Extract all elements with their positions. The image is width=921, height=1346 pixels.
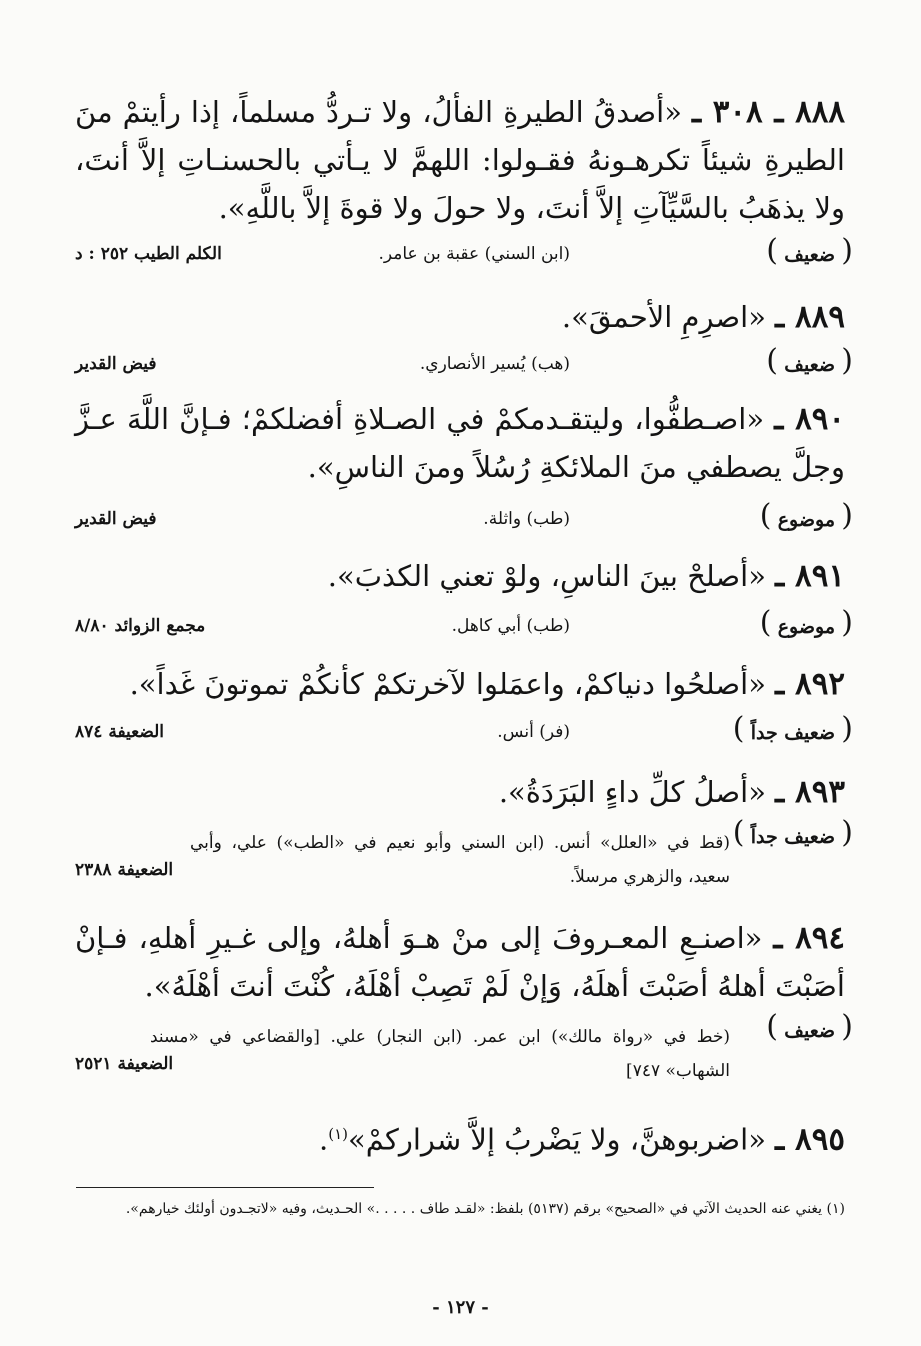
reference-text: الضعيفة ٢٣٨٨ — [75, 860, 174, 880]
hadith-entry — [75, 768, 845, 816]
hadith-number: ٨٨٨ ـ ٣٠٨ ـ — [692, 94, 846, 130]
hadith-number: ٨٩٤ ـ — [773, 920, 846, 956]
source-text: (هب) يُسير الأنصاري. — [419, 354, 570, 374]
hadith-entry — [75, 1110, 845, 1164]
source-text: (طب) أبي كاهل. — [451, 616, 570, 636]
hadith-text: «اصنـعِ المعـروفَ إلى منْ هـوَ أهلهُ، وإلى غـيرِ أهلهِ، فـإنْ أصَبْتَ أهلهُ أصَبْتَ أهلَهُ، وَإنْ لَمْ تَصِبْ أهْلَهُ، كُنْتَ أنتَ أهْلَهُ». — [75, 921, 845, 1003]
source-text: (ابن السني) عقبة بن عامر. — [378, 244, 570, 264]
hadith-text: «أصلحْ بينَ الناسِ، ولوْ تعني الكذبَ». — [327, 559, 766, 593]
source-text: (فر) أنس. — [497, 722, 570, 742]
grade-label: ( ضعيف ) — [774, 240, 845, 270]
hadith-entry — [75, 88, 845, 232]
reference-text: الضعيفة ٢٥٢١ — [75, 1054, 174, 1074]
grade-label: ( ضعيف ) — [774, 1016, 845, 1046]
source-text: (طب) واثلة. — [483, 509, 570, 529]
grade-row — [75, 350, 845, 384]
hadith-text: «اضربوهنَّ، ولا يَضْربُ إلاَّ شراركمْ» — [348, 1122, 766, 1157]
grade-row — [75, 240, 845, 274]
hadith-text: «اصـطفُّوا، وليتقـدمكمْ في الصـلاةِ أفضلكمْ؛ فـإنَّ اللَّهَ عـزَّ وجلَّ يصطفي منَ الملائكةِ رُسُلاً ومنَ الناسِ». — [75, 402, 845, 484]
footnote-mark: (١) — [328, 1125, 348, 1143]
footnote-divider — [76, 1187, 374, 1188]
grade-label: ( ضعيف جداً ) — [741, 822, 845, 852]
footnote-text: (١) يغني عنه الحديث الآتي في «الصحيح» برقم (٥١٣٧) بلفظ: «لقـد طاف . . . . .» الحـديث، وفيه «لاتجـدون أولئك خيارهم». — [125, 1201, 845, 1217]
hadith-entry — [75, 660, 845, 708]
grade-row — [75, 1016, 845, 1088]
grade-row — [75, 612, 845, 646]
grade-row — [75, 718, 845, 752]
hadith-number: ٨٩٠ ـ — [774, 401, 846, 437]
reference-text: فيض القدير — [75, 509, 157, 529]
hadith-text: «أصلحُوا دنياكمْ، واعمَلوا لآخرتكمْ كأنكُمْ تموتونَ غَداً». — [129, 667, 766, 701]
grade-label: ( موضوع ) — [768, 612, 845, 642]
reference-text: فيض القدير — [75, 354, 157, 374]
hadith-number: ٨٩٣ ـ — [775, 774, 845, 810]
hadith-entry — [75, 914, 845, 1010]
hadith-text-end: . — [319, 1122, 329, 1157]
grade-label: ( موضوع ) — [768, 505, 845, 535]
hadith-number: ٨٩٥ ـ — [775, 1121, 845, 1158]
hadith-entry — [75, 552, 845, 600]
reference-text: الكلم الطيب ٢٥٢ : د — [75, 244, 222, 264]
hadith-text: «أصدقُ الطيرةِ الفألُ، ولا تـردُّ مسلماً، إذا رأيتمْ منَ الطيرةِ شيئاً تكرهـونهُ فقـولوا: اللهمَّ لا يـأتي بالحسنـاتِ إلاَّ أنتَ، ولا يذهَبُ بالسَّيِّآتِ إلاَّ أنتَ، ولا حولَ ولا قوةَ إلاَّ باللَّهِ». — [75, 95, 845, 225]
hadith-number: ٨٩١ ـ — [775, 558, 845, 594]
grade-row — [75, 505, 845, 539]
source-text: (قط في «العلل» أنس. (ابن السني وأبو نعيم في «الطب») علي، وأبي سعيد، والزهري مرسلاً. — [190, 833, 730, 887]
hadith-text: «أصلُ كلِّ داءٍ البَرَدَةُ». — [498, 775, 766, 809]
hadith-text: «اصرِمِ الأحمقَ». — [561, 300, 766, 334]
grade-row — [75, 822, 845, 894]
grade-label: ( ضعيف ) — [774, 350, 845, 380]
reference-text: الضعيفة ٨٧٤ — [75, 722, 165, 742]
grade-label: ( ضعيف جداً ) — [741, 718, 845, 748]
hadith-number: ٨٨٩ ـ — [775, 299, 845, 335]
hadith-entry — [75, 293, 845, 341]
hadith-number: ٨٩٢ ـ — [775, 666, 845, 702]
reference-text: مجمع الزوائد ٨/٨٠ — [75, 616, 206, 636]
page-number: - ١٢٧ - — [432, 1297, 489, 1318]
hadith-entry — [75, 395, 845, 491]
source-text: (خط في «رواة مالك») ابن عمر. (ابن النجار) علي. [والقضاعي في «مسند الشهاب» ٧٤٧] — [150, 1027, 730, 1081]
